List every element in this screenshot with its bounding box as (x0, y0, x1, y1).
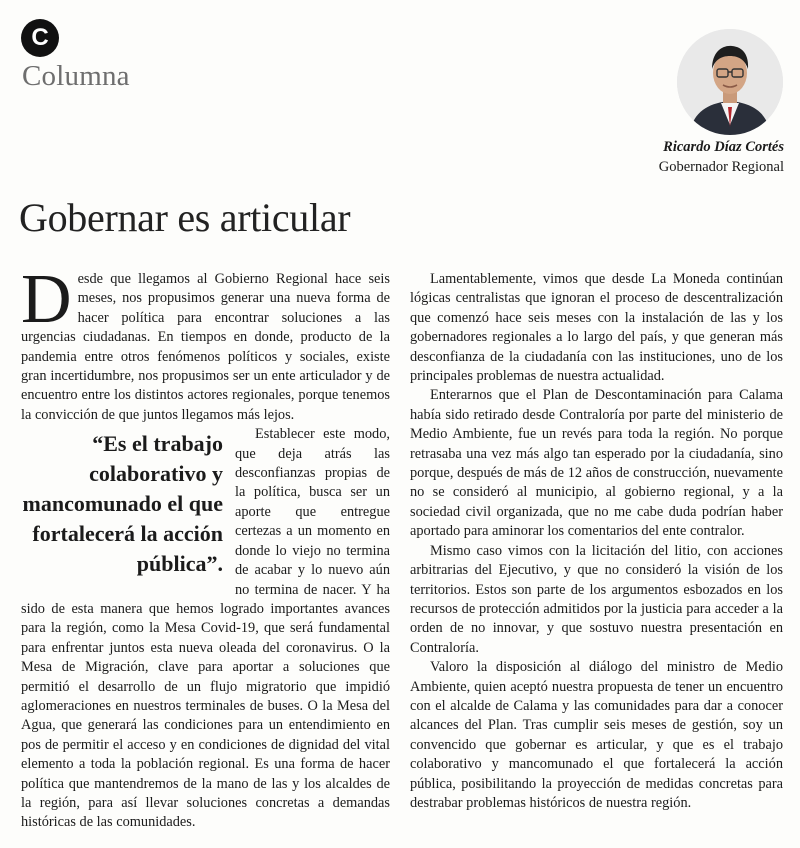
paragraph-1-text: esde que llegamos al Gobierno Regional hace seis meses, nos propusimos generar una nueva forma de hacer política para encontrar soluciones a las urgencias ciudadanas. En tiempos en donde, producto de la pandemia entre otros fenómenos políticos y sociales, existe gran incertidumbre, nos propusimos ser un ente articulador y de encuentro entre los distintos actores regionales, porque tenemos la convicción de que juntos llegamos más lejos. (21, 271, 390, 423)
paragraph-5: Mismo caso vimos con la licitación del litio, con acciones arbitrarias del Ejecutivo, y que no consideró la visión de los territorios. Estos son parte de los argumentos esbozados en los recursos de protección admitidos por la justicia para acceder a la orden de no innovar, y que sostuvo nuestra presentación en Contraloría. (410, 542, 783, 656)
headline: Gobernar es articular (19, 195, 351, 240)
paragraph-2 (21, 425, 390, 833)
author-portrait-icon (677, 29, 783, 135)
article-column-left (21, 261, 390, 833)
section-label: Columna (22, 60, 130, 92)
paragraph-3: Lamentablemente, vimos que desde La Moneda continúan lógicas centralistas que ignoran el proceso de descentralización que comenzó hace seis meses con la instalación de las y los gobernadores regionales a lo largo del país, y que generan más desconfianza de la ciudadanía con las instituciones, uno de los principales problemas de nuestra actualidad. (410, 271, 783, 385)
author-name: Ricardo Díaz Cortés (663, 139, 784, 155)
author-role: Gobernador Regional (658, 159, 784, 175)
pull-quote: “Es el trabajo colaborativo y mancomunado el que fortalecerá la acción pública”. (22, 431, 223, 577)
paragraph-1 (21, 261, 390, 425)
paragraph-6: Valoro la disposición al diálogo del ministro de Medio Ambiente, quien aceptó nuestra propuesta de tener un encuentro con el alcalde de Calama y las comunidades para dar a conocer alcances del Plan. Tras cumplir seis meses de gestión, soy un convencido que gobernar es articular, y que es el trabajo colaborativo y mancomunado el que fortalecerá la acción pública, posibilitando la proyección de medidas concretas para destrabar problemas históricos de nuestra región. (410, 659, 783, 811)
author-byline (659, 137, 784, 177)
paragraph-2-text: Establecer este modo, que deja atrás las desconfianzas propias de la política, busca ser un aporte que entregue certezas a un momento en donde lo viejo no termina de acabar y lo nuevo aún no termina de nacer. Y ha sido de esta manera que hemos logrado importantes avances para la región, como la Mesa Covid-19, que será fundamental para enfrentar juntos esta nueva oleada del coronavirus. O la Mesa de Migración, clave para aportar a soluciones que permitió el desarrollo de un flujo migratorio que impidió aglomeraciones en nuestros terminales de buses. O la Mesa del Agua, que generará las condiciones para un entendimiento en pos de permitir el acceso y en condiciones de dignidad del vital elemento a toda la población regional. Es una forma de hacer política que mantendremos de la mano de las y los alcaldes de la región, para así llevar soluciones concretas a demandas históricas de las comunidades. (21, 426, 390, 831)
paragraph-4: Enterarnos que el Plan de Descontaminación para Calama había sido retirado desde Contraloría por parte del ministerio de Medio Ambiente, fue un revés para toda la región. No porque retrasaba una vez más algo tan esperado por la ciudadanía, sino porque, después de más de 12 años de construcción, nuevamente no se consideró al municipio, al gobierno regional, y a la sociedad civil organizada, que no me cabe duda podrían haber aportado para aminorar los comentarios del ente contralor. (410, 387, 783, 540)
article-column-right (410, 270, 783, 813)
column-badge: C (21, 19, 59, 57)
author-photo (677, 29, 783, 135)
drop-cap: D (21, 261, 72, 338)
